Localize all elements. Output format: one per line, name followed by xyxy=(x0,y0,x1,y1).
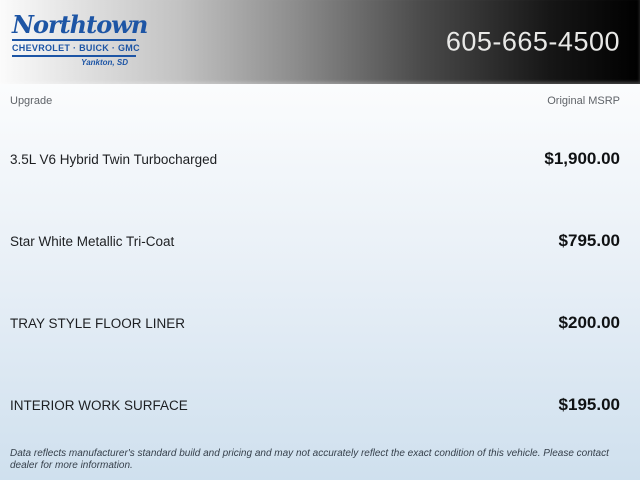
pricing-table xyxy=(0,84,640,480)
dealer-header-banner xyxy=(0,0,640,84)
dealer-logo xyxy=(12,10,148,67)
msrp-price: $200.00 xyxy=(558,313,620,332)
table-row xyxy=(0,364,640,446)
upgrade-label: Star White Metallic Tri-Coat xyxy=(10,233,175,249)
column-header-original-msrp: Original MSRP xyxy=(547,95,620,107)
dealer-name: Northtown xyxy=(12,10,148,39)
dealer-phone-number: 605-665-4500 xyxy=(445,26,620,57)
table-row xyxy=(0,200,640,282)
msrp-price: $1,900.00 xyxy=(544,149,620,168)
column-header-upgrade: Upgrade xyxy=(10,95,53,107)
table-rows xyxy=(0,118,640,446)
msrp-price: $795.00 xyxy=(558,231,620,250)
table-row xyxy=(0,282,640,364)
table-row xyxy=(0,118,640,200)
upgrade-label: TRAY STYLE FLOOR LINER xyxy=(10,315,186,331)
disclaimer-text: Data reflects manufacturer's standard build and pricing and may not accurately reflect the exact condition of this vehicle. Please contact dealer for more information. xyxy=(10,448,609,471)
dealer-brands: CHEVROLET · BUICK · GMC xyxy=(12,41,136,57)
upgrade-label: 3.5L V6 Hybrid Twin Turbocharged xyxy=(10,151,218,167)
msrp-price: $195.00 xyxy=(558,395,620,414)
table-column-headers xyxy=(0,84,640,118)
upgrade-label: INTERIOR WORK SURFACE xyxy=(10,397,188,413)
dealer-location: Yankton, SD xyxy=(81,58,128,67)
